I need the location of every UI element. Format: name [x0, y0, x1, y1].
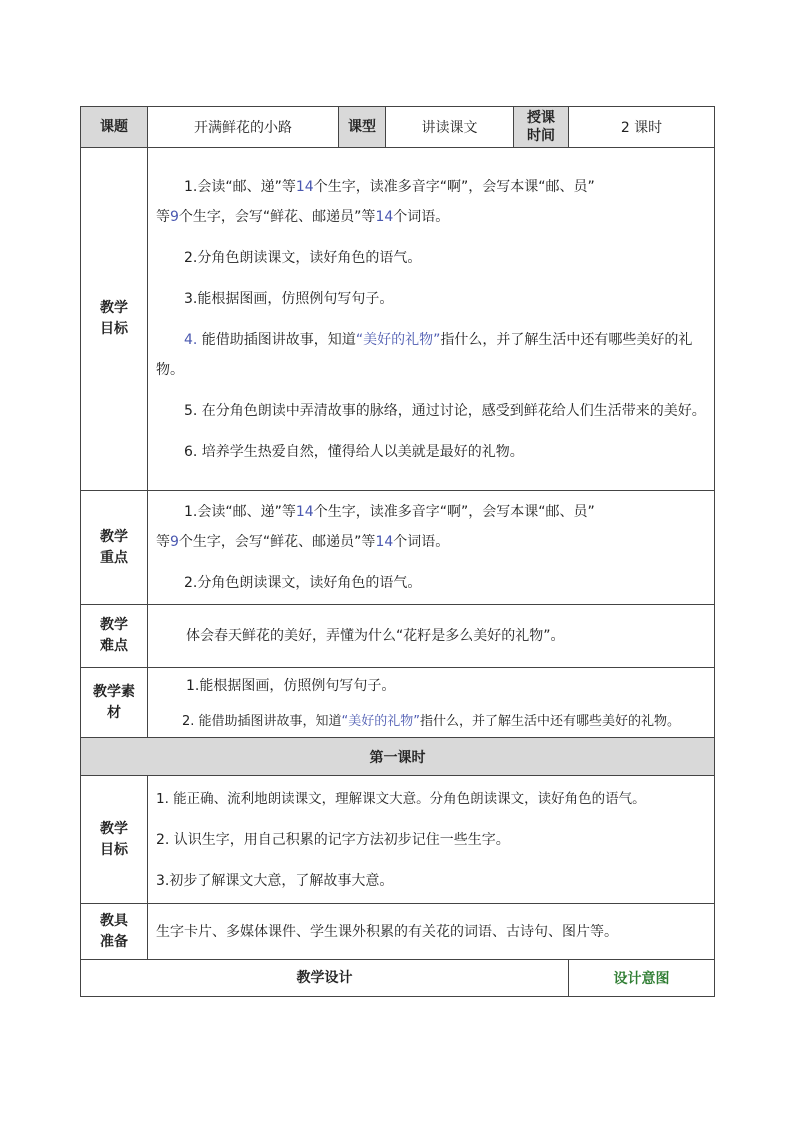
objective-4-quote: “美好的礼物”	[355, 331, 441, 348]
lesson-objectives-content	[148, 776, 715, 904]
objective-item-5: 5. 在分角色朗读中弄清故事的脉络，通过讨论，感受到鲜花给人们生活带来的美好。	[184, 402, 706, 419]
tools-label	[81, 904, 148, 960]
tools-label-line1: 教具	[100, 912, 128, 929]
objective-item-6: 6. 培养学生热爱自然，懂得给人以美就是最好的礼物。	[184, 443, 524, 460]
type-value: 讲读课文	[386, 107, 514, 148]
keypoint-item-2: 2.分角色朗读课文，读好角色的语气。	[184, 575, 422, 591]
tools-text: 生字卡片、多媒体课件、学生课外积累的有关花的词语、古诗句、图片等。	[156, 923, 618, 940]
keypoints-label-line2: 重点	[100, 549, 128, 566]
objective-1-num-c: 14	[375, 208, 394, 225]
time-label-line2: 时间	[527, 128, 555, 144]
objectives-label-line2: 目标	[100, 321, 128, 337]
objective-item-4	[156, 325, 708, 385]
keypoint-1-text-c: 等	[156, 534, 170, 550]
objectives-content	[148, 148, 715, 491]
objective-item-3: 3.能根据图画，仿照例句写句子。	[184, 290, 394, 307]
design-header-row	[81, 960, 715, 997]
difficulty-label-line1: 教学	[100, 617, 128, 633]
objective-1-num-a: 14	[295, 178, 314, 195]
keypoint-item-1	[156, 497, 708, 557]
difficulty-content	[148, 605, 715, 668]
keypoint-1-text-e: 个词语。	[393, 534, 450, 550]
keypoint-1-text-d: 个生字，会写“鲜花、邮递员”等	[178, 534, 376, 550]
difficulty-text: 体会春天鲜花的美好，弄懂为什么“花籽是多么美好的礼物”。	[186, 628, 565, 644]
tools-label-line2: 准备	[100, 933, 128, 950]
tools-content	[148, 904, 715, 960]
objective-1-text-b: 个生字，读准多音字“啊”，会写本课“邮、员”	[313, 178, 595, 195]
difficulty-label-line2: 难点	[100, 638, 128, 654]
keypoint-1-text-a: 1.会读“邮、递”等	[184, 504, 296, 520]
lesson-title-row	[81, 738, 715, 776]
materials-label-line2: 材	[107, 704, 121, 721]
objectives-row	[81, 148, 715, 491]
materials-label	[81, 668, 148, 738]
header-row	[81, 107, 715, 148]
objective-1-num-b: 9	[170, 208, 179, 225]
material-item-2	[156, 711, 710, 733]
objective-1-text-a: 1.会读“邮、递”等	[184, 178, 296, 195]
keypoint-1-num-c: 14	[375, 534, 394, 550]
difficulty-label	[81, 605, 148, 668]
keypoint-1-num-b: 9	[170, 534, 179, 550]
tools-row	[81, 904, 715, 960]
lesson-objectives-label-line1: 教学	[100, 820, 128, 837]
keypoints-content	[148, 491, 715, 605]
objective-item-1	[156, 172, 708, 232]
objective-4-text-b: 指什么，并了解生活中还有哪些美好的礼物。	[156, 331, 693, 378]
lesson-title: 第一课时	[81, 738, 715, 776]
objectives-label-line1: 教学	[100, 300, 128, 316]
objective-4-num: 4.	[184, 331, 198, 348]
material-item-1: 1.能根据图画，仿照例句写句子。	[186, 677, 396, 694]
keypoint-1-num-a: 14	[295, 504, 314, 520]
materials-label-line1: 教学素	[93, 683, 135, 700]
keypoints-label	[81, 491, 148, 605]
difficulty-row	[81, 605, 715, 668]
keypoints-row	[81, 491, 715, 605]
lesson-plan-table	[80, 106, 715, 997]
lesson-objective-item-3: 3.初步了解课文大意，了解故事大意。	[156, 872, 394, 889]
objective-1-text-c: 等	[156, 208, 170, 225]
material-2-text-a: 2. 能借助插图讲故事，知道	[182, 713, 342, 729]
material-2-text-b: 指什么，并了解生活中还有哪些美好的礼物。	[420, 713, 681, 729]
lesson-objective-item-2: 2. 认识生字，用自己积累的记字方法初步记住一些生字。	[156, 831, 510, 848]
keypoint-1-text-b: 个生字，读准多音字“啊”，会写本课“邮、员”	[313, 504, 595, 520]
design-label: 教学设计	[81, 960, 569, 997]
material-2-quote: “美好的礼物”	[341, 713, 421, 729]
lesson-objectives-label-line2: 目标	[100, 841, 128, 858]
lesson-objectives-label	[81, 776, 148, 904]
objective-4-text-a: 能借助插图讲故事，知道	[197, 331, 356, 348]
lesson-objectives-row	[81, 776, 715, 904]
intent-label: 设计意图	[613, 971, 670, 987]
objective-1-text-e: 个词语。	[393, 208, 450, 225]
keypoints-label-line1: 教学	[100, 528, 128, 545]
materials-row	[81, 668, 715, 738]
objective-1-text-d: 个生字，会写“鲜花、邮递员”等	[178, 208, 376, 225]
materials-content	[148, 668, 715, 738]
objectives-label	[81, 148, 148, 491]
time-value: 2 课时	[569, 107, 715, 148]
topic-value: 开满鲜花的小路	[148, 107, 339, 148]
intent-cell	[569, 960, 715, 997]
type-label: 课型	[339, 107, 386, 148]
topic-label: 课题	[81, 107, 148, 148]
objective-item-2: 2.分角色朗读课文，读好角色的语气。	[184, 249, 422, 266]
time-label-line1: 授课	[527, 110, 555, 126]
lesson-objective-item-1: 1. 能正确、流利地朗读课文，理解课文大意。分角色朗读课文，读好角色的语气。	[156, 790, 646, 807]
time-label	[514, 107, 569, 148]
